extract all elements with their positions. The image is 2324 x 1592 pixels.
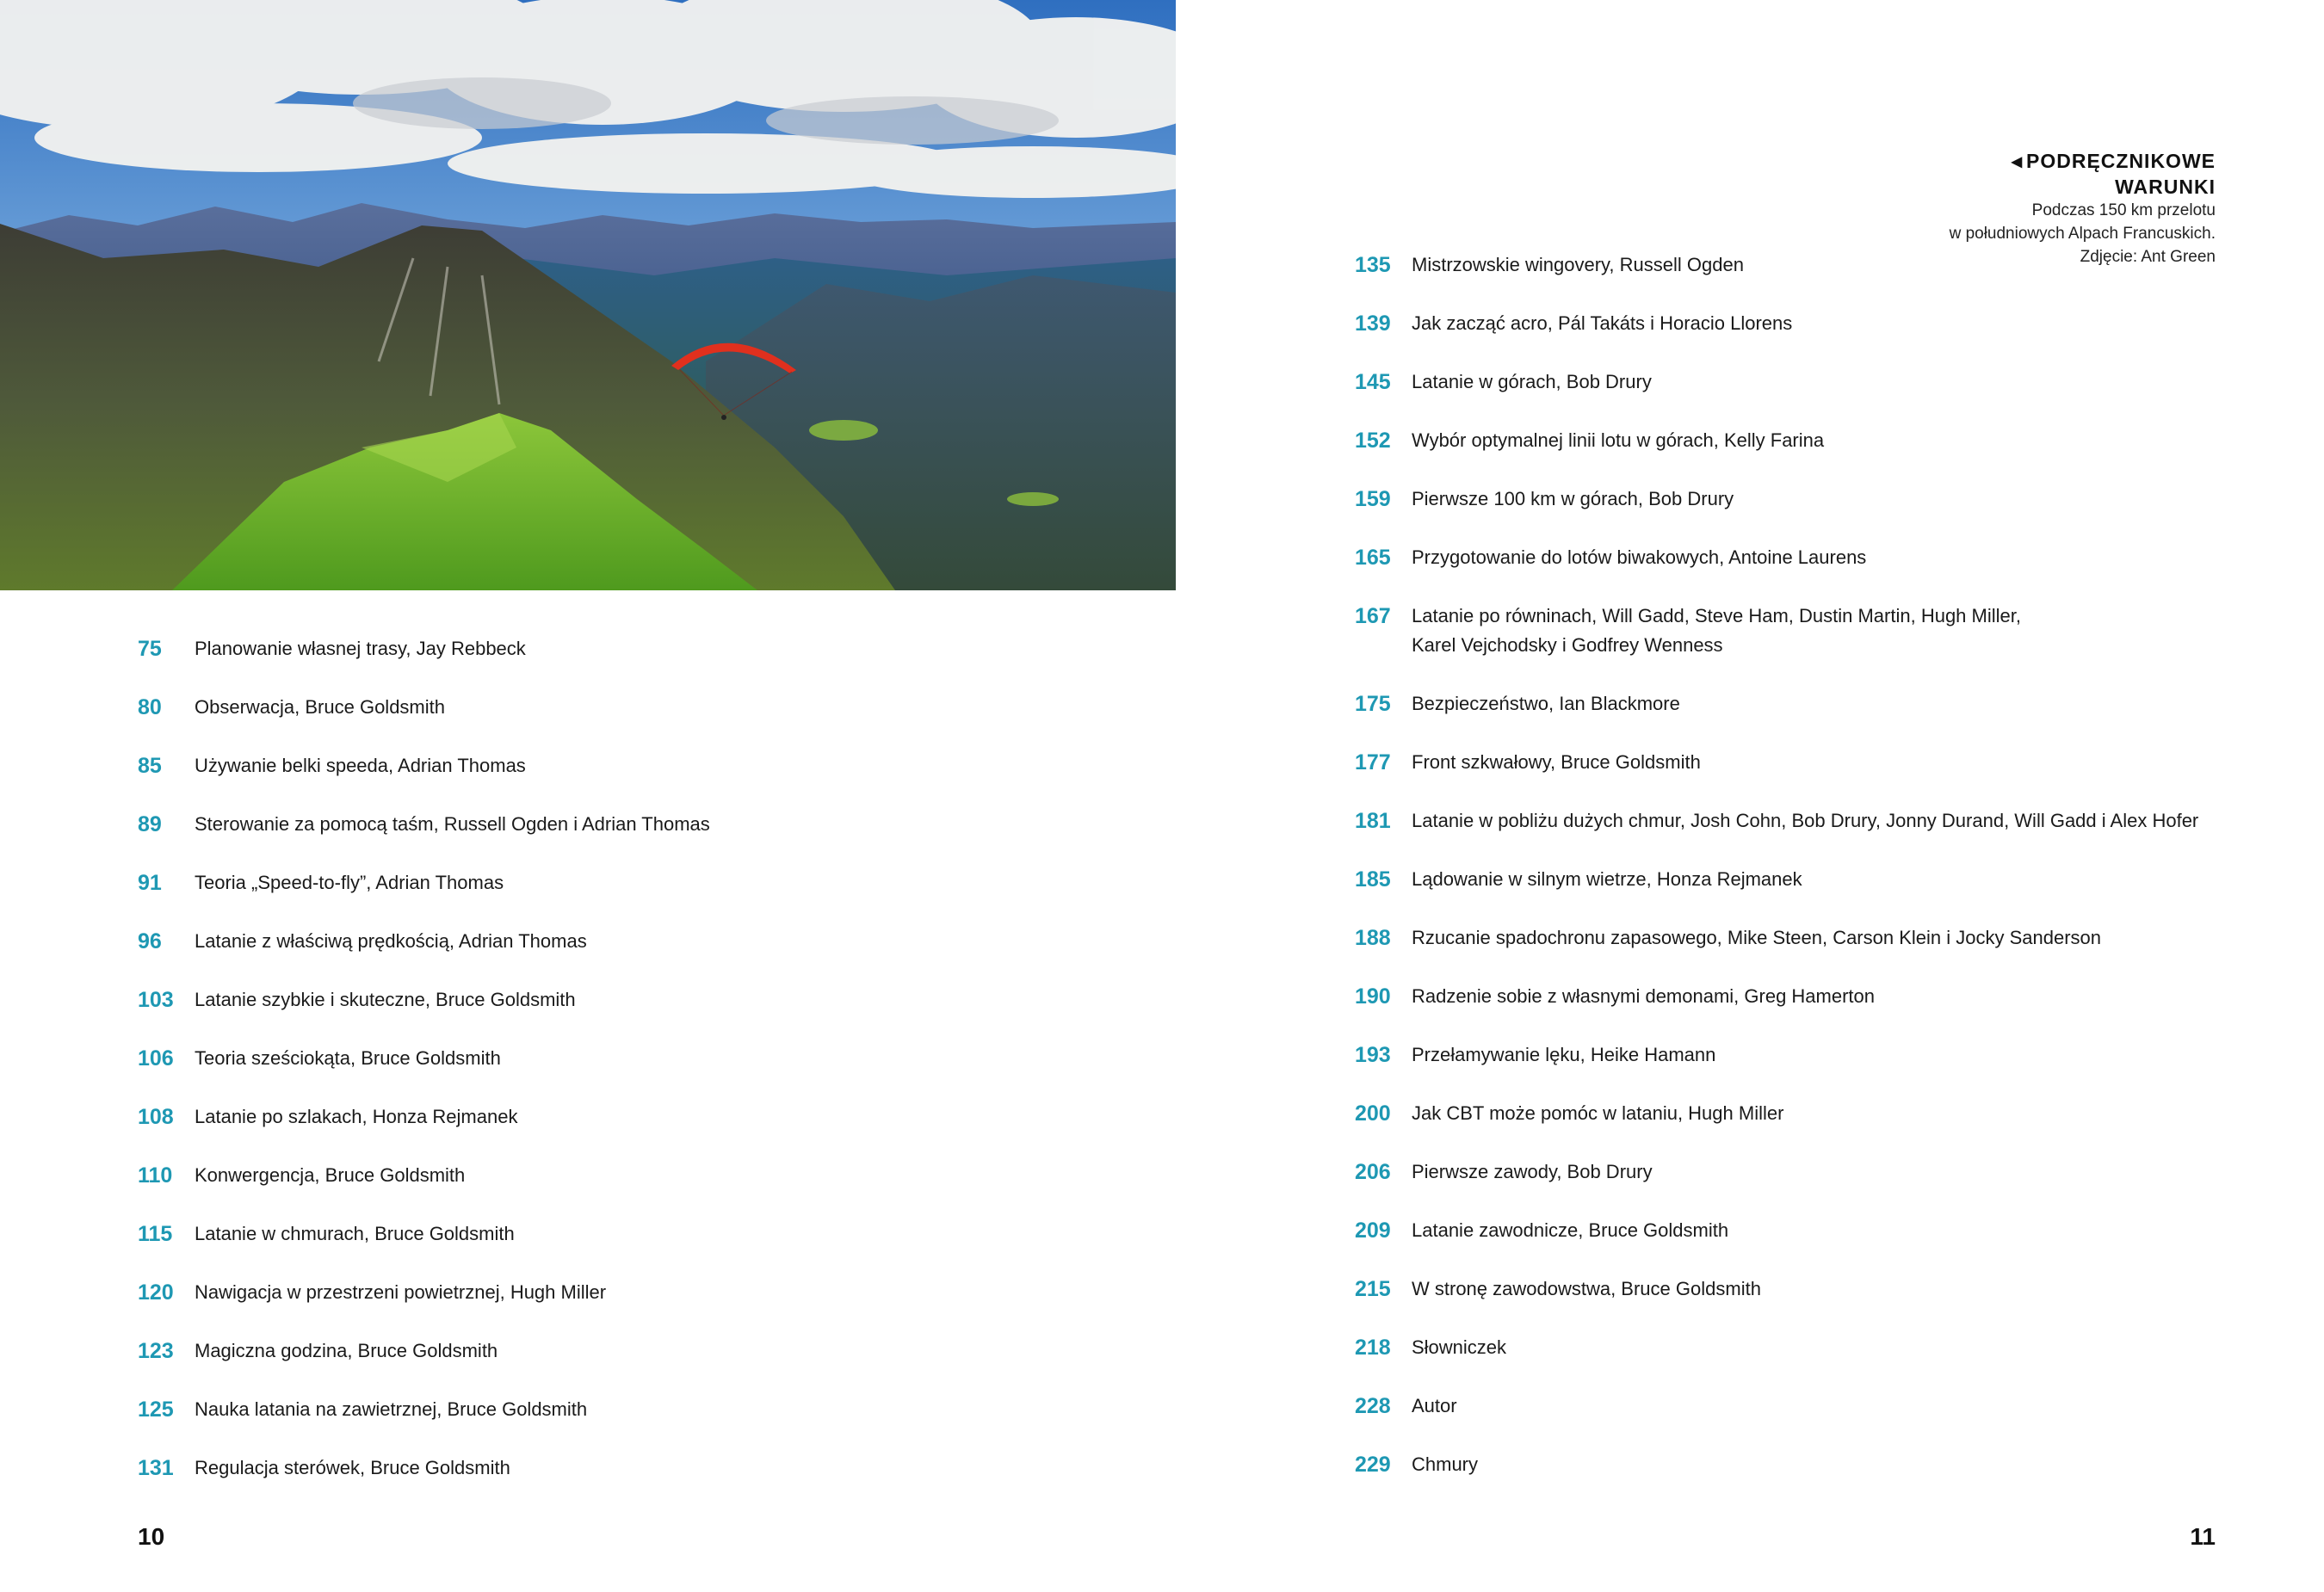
toc-entry-title: Pierwsze 100 km w górach, Bob Drury bbox=[1412, 488, 1734, 509]
toc-entry-title: Pierwsze zawody, Bob Drury bbox=[1412, 1161, 1653, 1182]
toc-entry[interactable] bbox=[1355, 689, 2272, 748]
toc-entry-title: Magiczna godzina, Bruce Goldsmith bbox=[195, 1340, 498, 1361]
toc-page-number: 110 bbox=[138, 1163, 173, 1188]
toc-page-number: 96 bbox=[138, 929, 162, 953]
toc-entry[interactable] bbox=[1355, 1450, 2272, 1509]
toc-entry-title: Nauka latania na zawietrznej, Bruce Goldsmith bbox=[195, 1398, 588, 1420]
toc-page-number: 115 bbox=[138, 1222, 173, 1246]
toc-entry[interactable] bbox=[138, 1161, 1055, 1219]
toc-entry-title: Front szkwałowy, Bruce Goldsmith bbox=[1412, 751, 1701, 773]
toc-page-number: 215 bbox=[1355, 1277, 1391, 1301]
toc-entry-title: Latanie po równinach, Will Gadd, Steve Ham, Dustin Martin, Hugh Miller, Karel Vejchodsky i Godfrey Wenness bbox=[1412, 605, 2021, 656]
toc-entry-title: Latanie zawodnicze, Bruce Goldsmith bbox=[1412, 1219, 1729, 1241]
toc-page-number: 91 bbox=[138, 871, 162, 895]
toc-page-number: 159 bbox=[1355, 487, 1391, 511]
toc-entry[interactable] bbox=[138, 985, 1055, 1044]
photo-caption bbox=[1950, 150, 2216, 268]
toc-page-number: 106 bbox=[138, 1046, 174, 1071]
toc-entry[interactable] bbox=[1355, 1040, 2272, 1099]
toc-entry-title: Latanie w górach, Bob Drury bbox=[1412, 371, 1652, 392]
toc-entry[interactable] bbox=[138, 1336, 1055, 1395]
toc-entry[interactable] bbox=[1355, 1274, 2272, 1333]
toc-page-number: 103 bbox=[138, 988, 174, 1012]
toc-entry[interactable] bbox=[1355, 1099, 2272, 1157]
toc-entry-title: Obserwacja, Bruce Goldsmith bbox=[195, 696, 445, 718]
toc-entry-title: Jak CBT może pomóc w lataniu, Hugh Miller bbox=[1412, 1102, 1784, 1124]
toc-page-number: 181 bbox=[1355, 809, 1391, 833]
toc-entry[interactable] bbox=[1355, 484, 2272, 543]
toc-page-number: 152 bbox=[1355, 429, 1391, 453]
toc-page-number: 167 bbox=[1355, 604, 1391, 628]
toc-entry[interactable] bbox=[1355, 865, 2272, 923]
toc-entry[interactable] bbox=[138, 1395, 1055, 1453]
toc-page-number: 229 bbox=[1355, 1453, 1391, 1477]
toc-entry-title: Konwergencja, Bruce Goldsmith bbox=[195, 1164, 466, 1186]
toc-entry[interactable] bbox=[1355, 309, 2272, 367]
toc-page-number: 125 bbox=[138, 1398, 174, 1422]
toc-entry-title: Jak zacząć acro, Pál Takáts i Horacio Llorens bbox=[1412, 312, 1793, 334]
toc-page-number: 89 bbox=[138, 812, 162, 836]
arrow-left-icon: ◀ bbox=[2011, 155, 2023, 170]
toc-entry-title: Latanie z właściwą prędkością, Adrian Thomas bbox=[195, 930, 587, 952]
toc-entry[interactable] bbox=[138, 1453, 1055, 1512]
toc-page-number: 175 bbox=[1355, 692, 1391, 716]
toc-entry[interactable] bbox=[1355, 1391, 2272, 1450]
toc-entry-title: Latanie szybkie i skuteczne, Bruce Goldsmith bbox=[195, 989, 576, 1010]
toc-entry[interactable] bbox=[138, 1044, 1055, 1102]
toc-page-number: 75 bbox=[138, 637, 162, 661]
mountain-paraglider-photo bbox=[0, 0, 1176, 590]
toc-entry[interactable] bbox=[1355, 982, 2272, 1040]
toc-entry[interactable] bbox=[1355, 1157, 2272, 1216]
toc-entry-title: Latanie po szlakach, Honza Rejmanek bbox=[195, 1106, 518, 1127]
toc-entry-title: Używanie belki speeda, Adrian Thomas bbox=[195, 755, 526, 776]
caption-title-line: PODRĘCZNIKOWE bbox=[2026, 150, 2216, 172]
page-number-right: 11 bbox=[2190, 1523, 2216, 1550]
toc-page-number: 108 bbox=[138, 1105, 174, 1129]
toc-entry[interactable] bbox=[1355, 1333, 2272, 1391]
toc-entry[interactable] bbox=[1355, 806, 2272, 865]
toc-entry-title: Regulacja sterówek, Bruce Goldsmith bbox=[195, 1457, 510, 1478]
toc-entry-title: Nawigacja w przestrzeni powietrznej, Hugh Miller bbox=[195, 1281, 607, 1303]
toc-page-number: 193 bbox=[1355, 1043, 1391, 1067]
toc-page-number: 145 bbox=[1355, 370, 1391, 394]
toc-entry[interactable] bbox=[1355, 602, 2272, 689]
caption-title-line-2: WARUNKI bbox=[2115, 176, 2216, 198]
caption-text-line: Podczas 150 km przelotu bbox=[2031, 201, 2216, 219]
toc-entry-title: Planowanie własnej trasy, Jay Rebbeck bbox=[195, 638, 526, 659]
toc-page-number: 80 bbox=[138, 695, 162, 719]
toc-entry-title: Teoria sześciokąta, Bruce Goldsmith bbox=[195, 1047, 501, 1069]
toc-page-number: 190 bbox=[1355, 984, 1391, 1009]
toc-page-number: 85 bbox=[138, 754, 162, 778]
toc-entry-title: Lądowanie w silnym wietrze, Honza Rejmanek bbox=[1412, 868, 1802, 890]
toc-entry[interactable] bbox=[138, 810, 1055, 868]
toc-page-number: 131 bbox=[138, 1456, 174, 1480]
toc-page-number: 228 bbox=[1355, 1394, 1391, 1418]
toc-entry-title: Mistrzowskie wingovery, Russell Ogden bbox=[1412, 254, 1744, 275]
toc-page-number: 120 bbox=[138, 1280, 174, 1305]
toc-entry-title: Rzucanie spadochronu zapasowego, Mike Steen, Carson Klein i Jocky Sanderson bbox=[1412, 927, 2102, 948]
toc-entry[interactable] bbox=[138, 1278, 1055, 1336]
toc-entry[interactable] bbox=[138, 693, 1055, 751]
toc-entry-title: Autor bbox=[1412, 1395, 1457, 1416]
toc-entry[interactable] bbox=[1355, 367, 2272, 426]
toc-entry[interactable] bbox=[1355, 1216, 2272, 1274]
toc-entry-title: Latanie w chmurach, Bruce Goldsmith bbox=[195, 1223, 515, 1244]
toc-entry[interactable] bbox=[138, 634, 1055, 693]
toc-entry[interactable] bbox=[138, 927, 1055, 985]
toc-entry[interactable] bbox=[1355, 543, 2272, 602]
toc-entry-title: Bezpieczeństwo, Ian Blackmore bbox=[1412, 693, 1680, 714]
caption-credit: Zdjęcie: Ant Green bbox=[2080, 248, 2216, 266]
toc-entry[interactable] bbox=[1355, 426, 2272, 484]
toc-entry[interactable] bbox=[138, 868, 1055, 927]
toc-entry-title: Teoria „Speed-to-fly”, Adrian Thomas bbox=[195, 872, 504, 893]
toc-entry-title: Latanie w pobliżu dużych chmur, Josh Cohn, Bob Drury, Jonny Durand, Will Gadd i Alex Hofer bbox=[1412, 810, 2199, 831]
toc-entry-title: Przełamywanie lęku, Heike Hamann bbox=[1412, 1044, 1716, 1065]
toc-entry-title: Słowniczek bbox=[1412, 1336, 1507, 1358]
toc-page-number: 177 bbox=[1355, 750, 1391, 774]
toc-page-number: 188 bbox=[1355, 926, 1391, 950]
toc-entry-title: Chmury bbox=[1412, 1453, 1479, 1475]
photo-illustration bbox=[0, 0, 1176, 590]
toc-entry[interactable] bbox=[138, 751, 1055, 810]
toc-entry[interactable] bbox=[138, 1102, 1055, 1161]
toc-entry-title: Wybór optymalnej linii lotu w górach, Kelly Farina bbox=[1412, 429, 1825, 451]
toc-page-number: 165 bbox=[1355, 546, 1391, 570]
toc-page-number: 218 bbox=[1355, 1336, 1391, 1360]
toc-entry-title: Przygotowanie do lotów biwakowych, Antoine Laurens bbox=[1412, 546, 1867, 568]
page-number-left: 10 bbox=[138, 1523, 165, 1550]
toc-left-column bbox=[138, 634, 1055, 1512]
toc-page-number: 139 bbox=[1355, 312, 1391, 336]
toc-page-number: 135 bbox=[1355, 253, 1391, 277]
toc-page-number: 209 bbox=[1355, 1219, 1391, 1243]
toc-page-number: 185 bbox=[1355, 867, 1391, 892]
toc-entry[interactable] bbox=[1355, 923, 2272, 982]
toc-page-number: 200 bbox=[1355, 1101, 1391, 1126]
toc-entry[interactable] bbox=[138, 1219, 1055, 1278]
toc-page-number: 206 bbox=[1355, 1160, 1391, 1184]
toc-entry-title: Sterowanie za pomocą taśm, Russell Ogden i Adrian Thomas bbox=[195, 813, 710, 835]
toc-right-column bbox=[1355, 250, 2272, 1509]
caption-title bbox=[1950, 150, 2216, 176]
toc-page-number: 123 bbox=[138, 1339, 174, 1363]
toc-entry[interactable] bbox=[1355, 748, 2272, 806]
caption-text-line: w południowych Alpach Francuskich. bbox=[1949, 225, 2216, 243]
toc-entry-title: Radzenie sobie z własnymi demonami, Greg Hamerton bbox=[1412, 985, 1876, 1007]
toc-entry-title: W stronę zawodowstwa, Bruce Goldsmith bbox=[1412, 1278, 1761, 1299]
